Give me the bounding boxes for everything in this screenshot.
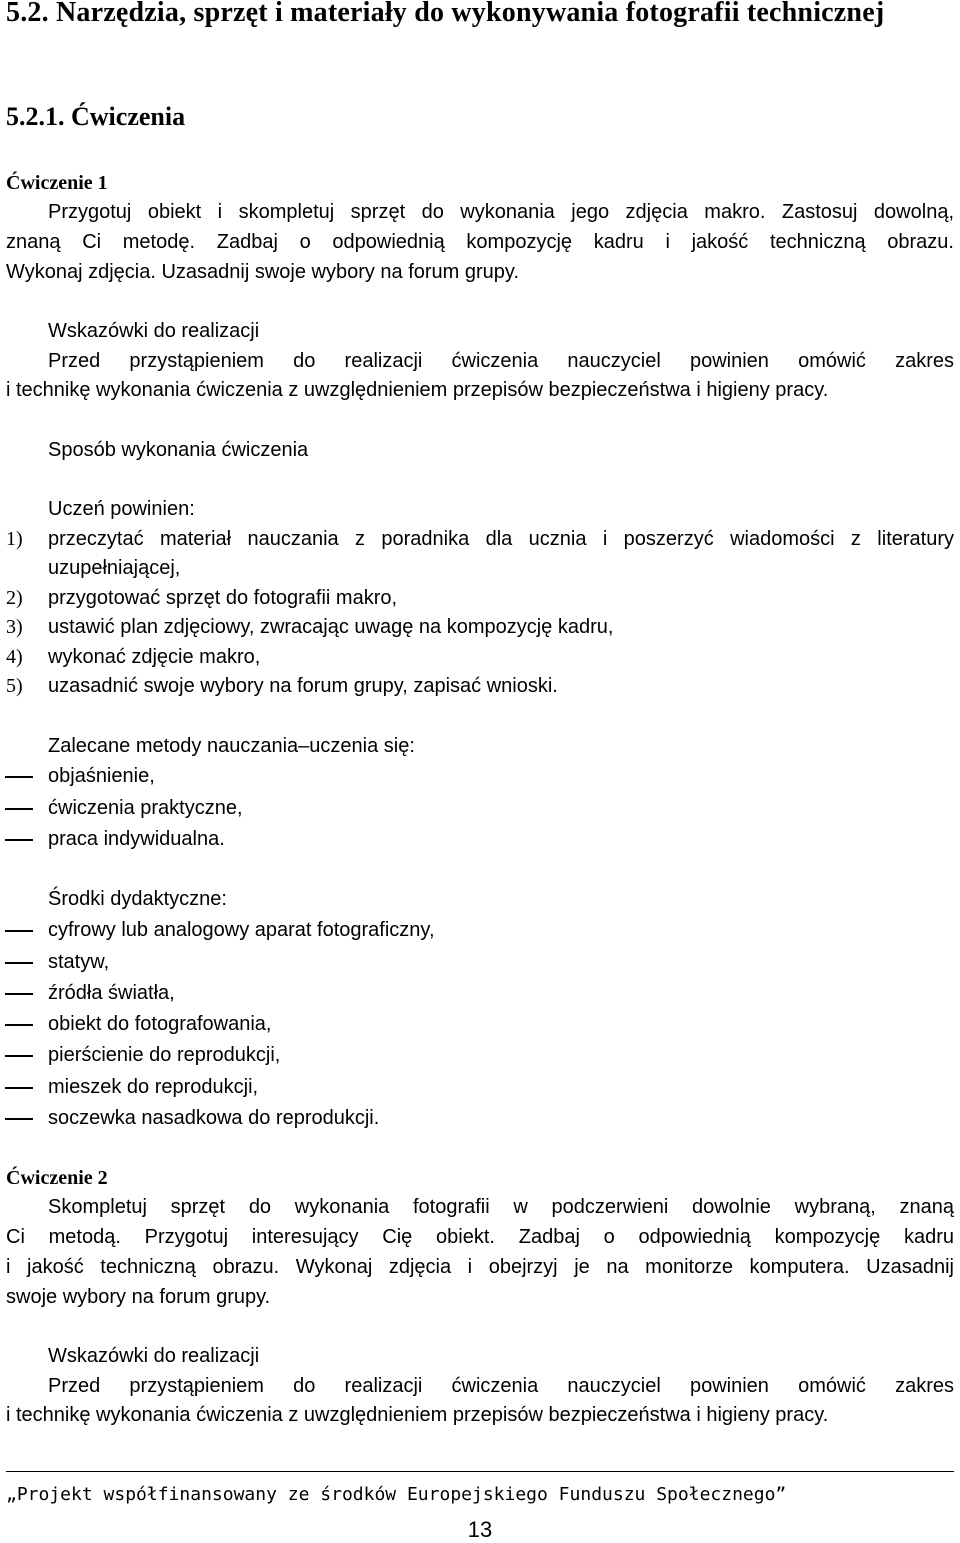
section-title: 5.2. Narzędzia, sprzęt i materiały do wykonywania fotografii technicznej <box>6 0 885 28</box>
dash-bullet-icon <box>5 1055 33 1057</box>
subsection-title: 5.2.1. Ćwiczenia <box>6 102 186 131</box>
page-number: 13 <box>467 1517 493 1542</box>
step-2-text: przygotować sprzęt do fotografii makro, <box>48 587 398 609</box>
exercise-2-task-line-1: Skompletuj sprzęt do wykonania fotografii w podczerwieni dowolnie wybraną, znaną <box>48 1196 954 1218</box>
aid-item: mieszek do reprodukcji, <box>48 1076 259 1098</box>
aid-item: źródła światła, <box>48 982 175 1004</box>
dash-bullet-icon <box>5 1024 33 1026</box>
exercise-1-task-line-2: znaną Ci metodę. Zadbaj o odpowiednią kompozycję kadru i jakość techniczną obrazu. <box>6 231 954 253</box>
exercise-2-hints-line-2: i technikę wykonania ćwiczenia z uwzględnieniem przepisów bezpieczeństwa i higieny pracy. <box>6 1404 829 1426</box>
step-4-text: wykonać zdjęcie makro, <box>48 646 261 668</box>
aid-item: pierścienie do reprodukcji, <box>48 1044 281 1066</box>
aid-item: soczewka nasadkowa do reprodukcji. <box>48 1107 380 1129</box>
dash-bullet-icon <box>5 839 33 841</box>
exercise-2-hints-line-1: Przed przystąpieniem do realizacji ćwiczenia nauczyciel powinien omówić zakres <box>48 1375 954 1397</box>
footer-rule <box>6 1471 954 1472</box>
method-item: praca indywidualna. <box>48 828 225 850</box>
step-3-number: 3) <box>6 616 23 638</box>
step-2-number: 2) <box>6 587 23 609</box>
step-3-text: ustawić plan zdjęciowy, zwracając uwagę na kompozycję kadru, <box>48 616 614 638</box>
exercise-1-hints-line-2: i technikę wykonania ćwiczenia z uwzględnieniem przepisów bezpieczeństwa i higieny pracy. <box>6 379 829 401</box>
exercise-2-title: Ćwiczenie 2 <box>6 1167 108 1189</box>
exercise-2-task-line-4: swoje wybory na forum grupy. <box>6 1286 271 1308</box>
exercise-1-student-heading: Uczeń powinien: <box>48 498 195 520</box>
exercise-1-task-line-1: Przygotuj obiekt i skompletuj sprzęt do wykonania jego zdjęcia makro. Zastosuj dowolną, <box>48 201 954 223</box>
exercise-1-hints-heading: Wskazówki do realizacji <box>48 320 260 342</box>
exercise-2-hints-heading: Wskazówki do realizacji <box>48 1345 260 1367</box>
dash-bullet-icon <box>5 808 33 810</box>
dash-bullet-icon <box>5 993 33 995</box>
footer-text: „Projekt współfinansowany ze środków Europejskiego Funduszu Społecznego” <box>6 1484 787 1505</box>
method-item: objaśnienie, <box>48 765 155 787</box>
dash-bullet-icon <box>5 1087 33 1089</box>
step-4-number: 4) <box>6 646 23 668</box>
methods-heading: Zalecane metody nauczania–uczenia się: <box>48 735 415 757</box>
aids-heading: Środki dydaktyczne: <box>48 888 227 910</box>
exercise-1-title: Ćwiczenie 1 <box>6 172 108 194</box>
method-item: ćwiczenia praktyczne, <box>48 797 243 819</box>
dash-bullet-icon <box>5 962 33 964</box>
exercise-1-method-heading: Sposób wykonania ćwiczenia <box>48 439 309 461</box>
aid-item: cyfrowy lub analogowy aparat fotograficzny, <box>48 919 435 941</box>
aid-item: obiekt do fotografowania, <box>48 1013 272 1035</box>
step-1-number: 1) <box>6 528 23 550</box>
exercise-2-task-line-3: i jakość techniczną obrazu. Wykonaj zdjęcia i obejrzyj je na monitorze komputera. Uzasadnij <box>6 1256 954 1278</box>
exercise-1-hints-line-1: Przed przystąpieniem do realizacji ćwiczenia nauczyciel powinien omówić zakres <box>48 350 954 372</box>
step-1-line-1: przeczytać materiał nauczania z poradnika dla ucznia i poszerzyć wiadomości z literatury <box>48 528 954 550</box>
exercise-2-task-line-2: Ci metodą. Przygotuj interesujący Cię obiekt. Zadbaj o odpowiednią kompozycję kadru <box>6 1226 954 1248</box>
aid-item: statyw, <box>48 951 110 973</box>
dash-bullet-icon <box>5 930 33 932</box>
exercise-1-task-line-3: Wykonaj zdjęcia. Uzasadnij swoje wybory na forum grupy. <box>6 261 519 283</box>
dash-bullet-icon <box>5 776 33 778</box>
dash-bullet-icon <box>5 1118 33 1120</box>
step-5-text: uzasadnić swoje wybory na forum grupy, zapisać wnioski. <box>48 675 558 697</box>
step-5-number: 5) <box>6 675 23 697</box>
step-1-line-2: uzupełniającej, <box>48 557 181 579</box>
